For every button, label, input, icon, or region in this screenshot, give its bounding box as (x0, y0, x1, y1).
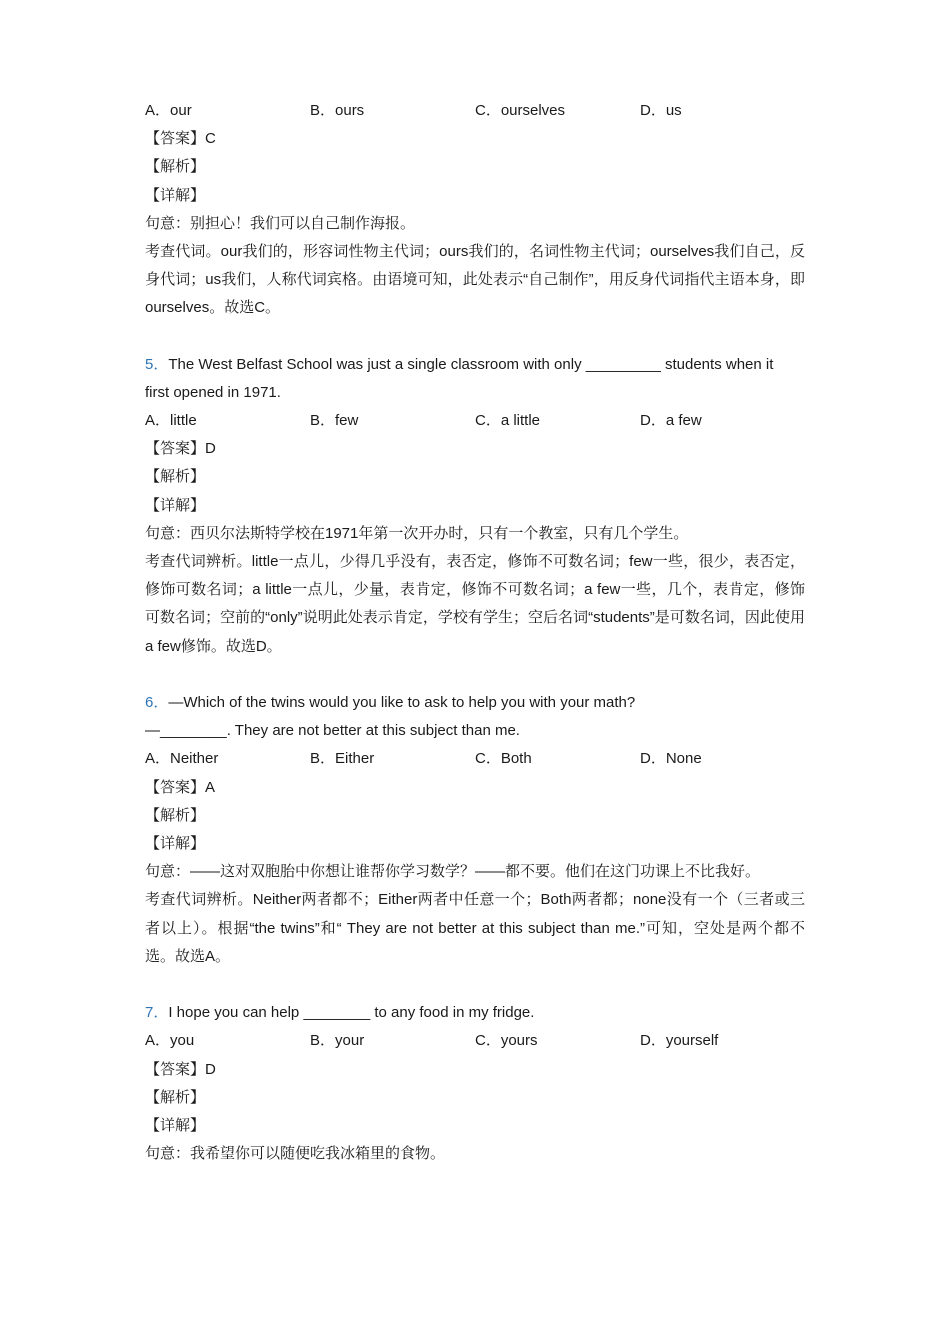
q6-stem-line2: —________. They are not better at this subject than me. (145, 722, 520, 740)
q4-answer: 【答案】C (145, 130, 216, 148)
q7-answer: 【答案】D (145, 1060, 216, 1078)
q6-analysis-label: 【解析】 (145, 806, 206, 824)
q5-detail-label: 【详解】 (145, 496, 206, 514)
q7-analysis-label: 【解析】 (145, 1088, 206, 1106)
q4-option-d: D．us (640, 102, 682, 119)
q7-option-a: A．you (145, 1032, 195, 1050)
q4-option-c: C．ourselves (475, 102, 566, 119)
q4-detail-label: 【详解】 (145, 186, 206, 204)
q5-stem-line1 (145, 351, 805, 379)
q4-meaning: 句意：别担心！我们可以自己制作海报。 (145, 214, 416, 232)
q7-stem-line1 (145, 999, 805, 1027)
q6-meaning: 句意：——这对双胞胎中你想让谁帮你学习数学？——都不要。他们在这门功课上不比我好。 (145, 863, 761, 881)
q4-explanation: 考查代词。our我们的，形容词性物主代词；ours我们的，名词性物主代词；ourselves我们自己，反身代词；us我们，人称代词宾格。由语境可知，此处表示“自己制作”，用反身代词指代主语本身，即ourselves。故选C。 (145, 242, 805, 317)
q7-meaning: 句意：我希望你可以随便吃我冰箱里的食物。 (145, 1145, 446, 1163)
q5-option-d: D．a few (640, 412, 702, 430)
document-page (145, 97, 805, 1168)
q5-option-c: C．a little (475, 412, 541, 430)
q5-meaning: 句意：西贝尔法斯特学校在1971年第一次开办时，只有一个教室，只有几个学生。 (145, 524, 689, 542)
q7-stem-text: I hope you can help ________ to any food in my fridge. (168, 1004, 535, 1022)
q4-option-b: B．ours (310, 102, 365, 119)
q7-option-c: C．yours (475, 1032, 538, 1050)
q5-stem-text: The West Belfast School was just a single classroom with only _________ students when it (168, 355, 774, 373)
q5-explanation: 考查代词辨析。little一点儿，少得几乎没有，表否定，修饰不可数名词；few一些，很少，表否定，修饰可数名词；a little一点儿，少量，表肯定，修饰不可数名词；a few一些，几个，表肯定，修饰可数名词；空前的“only”说明此处表示肯定，学校有学生；空后名词“students”是可数名词，因此使用a few修饰。故选D。 (145, 553, 805, 655)
q6-option-a: A．Neither (145, 750, 219, 768)
q6-option-d: D．None (640, 750, 702, 768)
q5-options (145, 407, 805, 435)
q6-stem-line1 (145, 689, 805, 717)
q6-option-c: C．Both (475, 750, 532, 768)
q6-detail-label: 【详解】 (145, 834, 206, 852)
q6-explanation: 考查代词辨析。Neither两者都不；Either两者中任意一个；Both两者都；none没有一个（三者或三者以上）。根据“the twins”和“ They are not better at this subject than me.”可知，空处是两个都不选。故选A。 (145, 891, 805, 965)
q7-detail-label: 【详解】 (145, 1116, 206, 1134)
q4-options (145, 97, 805, 125)
q5-answer: 【答案】D (145, 440, 216, 458)
q7-option-b: B．your (310, 1032, 365, 1050)
q6-stem-text: —Which of the twins would you like to ask to help you with your math? (168, 694, 636, 712)
q5-number: 5． (145, 355, 169, 373)
q7-options (145, 1027, 805, 1055)
q6-answer: 【答案】A (145, 778, 216, 796)
q4-analysis-label: 【解析】 (145, 158, 206, 176)
q5-analysis-label: 【解析】 (145, 468, 206, 486)
q5-stem-line2: first opened in 1971. (145, 383, 281, 401)
q7-number: 7． (145, 1004, 169, 1022)
q6-number: 6． (145, 694, 169, 712)
q4-option-a: A．our (145, 102, 192, 119)
q6-options (145, 745, 805, 773)
q7-option-d: D．yourself (640, 1032, 719, 1050)
q5-option-a: A．little (145, 412, 197, 430)
q6-option-b: B．Either (310, 750, 375, 768)
q5-option-b: B．few (310, 412, 359, 430)
